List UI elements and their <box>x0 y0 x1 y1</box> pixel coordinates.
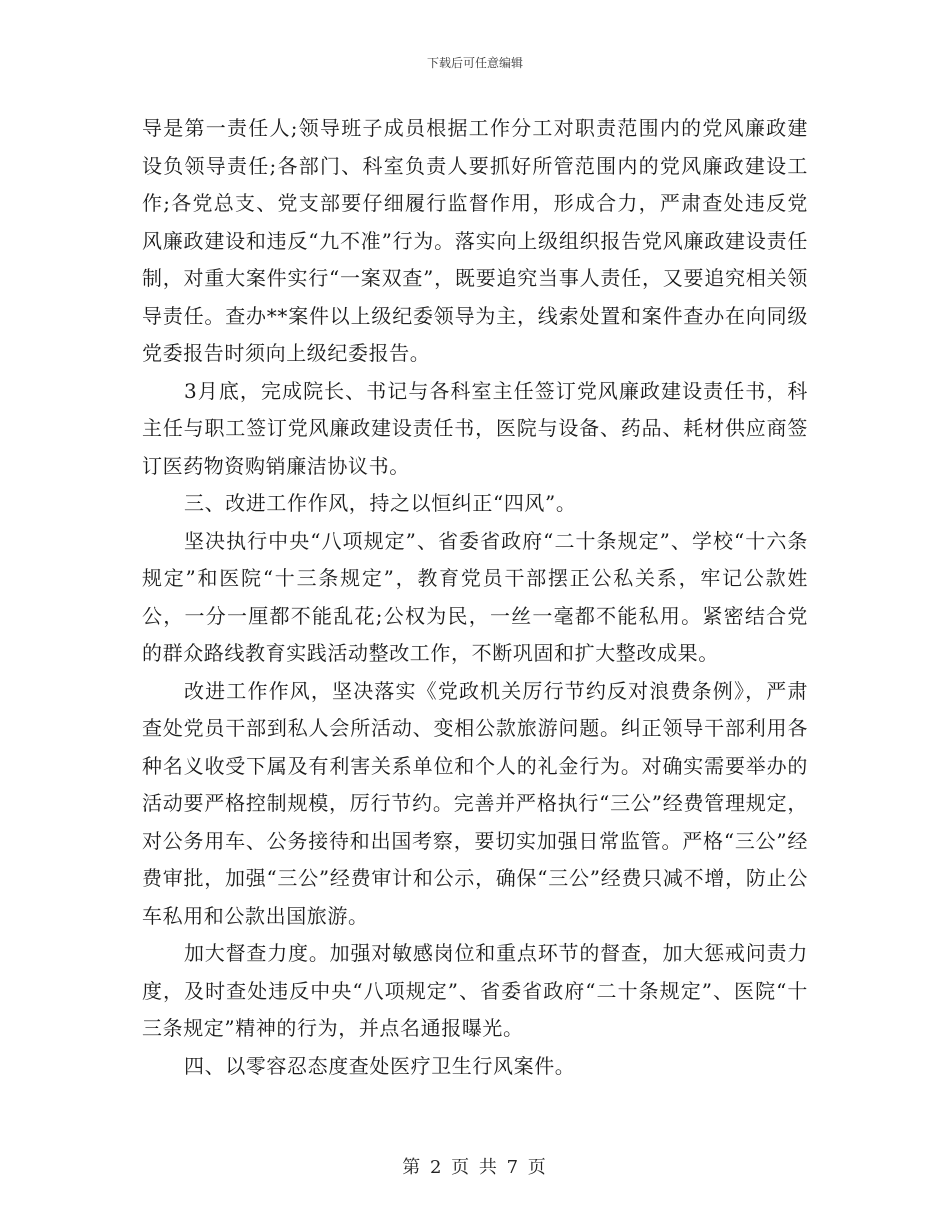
section-heading-3: 三、改进工作作风，持之以恒纠正“四风”。 <box>184 491 577 515</box>
page-number: 第 2 页 共 7 页 <box>402 1157 548 1178</box>
paragraph-2: 3月底，完成院长、书记与各科室主任签订党风廉政建设责任书，科主任与职工签订党风廉政建设责任书，医院与设备、药品、耗材供应商签订医药物资购销廉洁协议书。 <box>142 378 808 478</box>
paragraph-4: 坚决执行中央“八项规定”、省委省政府“二十条规定”、学校“十六条规定”和医院“十三条规定”，教育党员干部摆正公私关系，牢记公款姓公，一分一厘都不能乱花;公权为民，一丝一毫都不能私用。紧密结合党的群众路线教育实践活动整改工作，不断巩固和扩大整改成果。 <box>142 528 808 665</box>
document-body <box>142 110 808 1085</box>
paragraph-1: 导是第一责任人;领导班子成员根据工作分工对职责范围内的党风廉政建设负领导责任;各部门、科室负责人要抓好所管范围内的党风廉政建设工作;各党总支、党支部要仔细履行监督作用，形成合力，严肃查处违反党风廉政建设和违反“九不准”行为。落实向上级组织报告党风廉政建设责任制，对重大案件实行“一案双查”，既要追究当事人责任，又要追究相关领导责任。查办**案件以上级纪委领导为主，线索处置和案件查办在向同级党委报告时须向上级纪委报告。 <box>142 116 808 365</box>
section-heading-4: 四、以零容忍态度查处医疗卫生行风案件。 <box>184 1053 576 1078</box>
paragraph-5: 改进工作作风，坚决落实《党政机关厉行节约反对浪费条例》，严肃查处党员干部到私人会所活动、变相公款旅游问题。纠正领导干部利用各种名义收受下属及有利害关系单位和个人的礼金行为。对确实需要举办的活动要严格控制规模，厉行节约。完善并严格执行“三公”经费管理规定，对公务用车、公务接待和出国考察，要切实加强日常监管。严格“三公”经费审批，加强“三公”经费审计和公示，确保“三公”经费只减不增，防止公车私用和公款出国旅游。 <box>142 678 808 928</box>
header-note: 下载后可任意编辑 <box>426 56 523 70</box>
paragraph-6: 加大督查力度。加强对敏感岗位和重点环节的督查，加大惩戒问责力度，及时查处违反中央“八项规定”、省委省政府“二十条规定”、医院“十三条规定”精神的行为，并点名通报曝光。 <box>142 941 808 1040</box>
